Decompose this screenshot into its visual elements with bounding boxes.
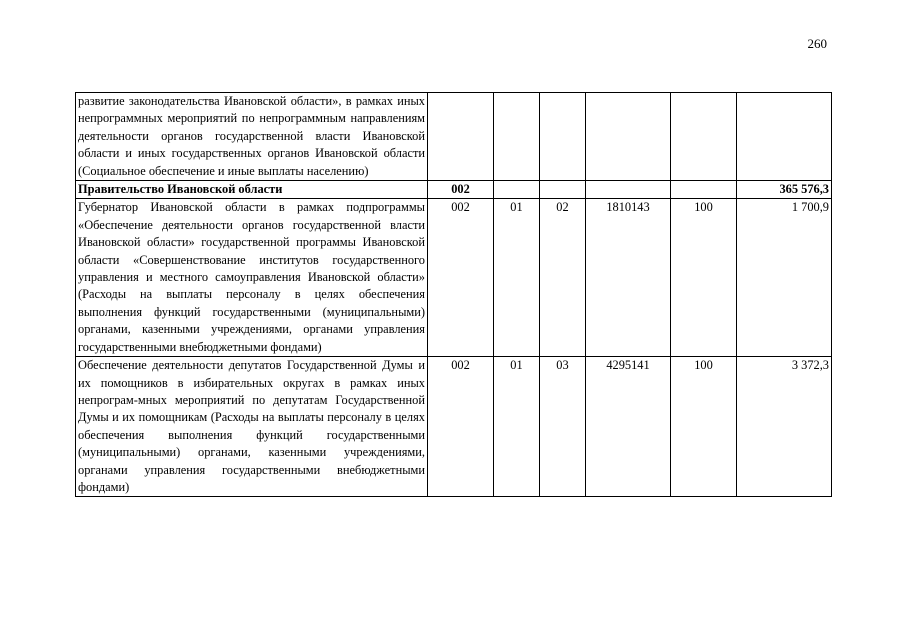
page-number: 260 xyxy=(807,36,827,51)
row-vr xyxy=(671,93,737,181)
row-csr: 1810143 xyxy=(586,199,671,357)
row-rz: 01 xyxy=(494,357,540,497)
budget-table xyxy=(75,92,832,497)
table-row xyxy=(76,199,832,357)
row-pr: 02 xyxy=(540,199,586,357)
row-csr xyxy=(586,181,671,199)
row-ved: 002 xyxy=(428,357,494,497)
row-rz xyxy=(494,181,540,199)
row-sum: 1 700,9 xyxy=(737,199,832,357)
row-name: Обеспечение деятельности депутатов Государственной Думы и их помощников в избирательных округах в рамках иных непрограм-мных мероприятий по депутатам Государственной Думы и их помощникам (Расходы на выплаты персоналу в целях обеспечения выполнения функций государственными (муниципальными) органами, казенными учреждениями, органами управления государственными внебюджетными фондами) xyxy=(76,357,428,497)
row-name: Правительство Ивановской области xyxy=(76,181,428,199)
row-csr xyxy=(586,93,671,181)
table-row xyxy=(76,181,832,199)
row-rz: 01 xyxy=(494,199,540,357)
table-row xyxy=(76,357,832,497)
row-pr: 03 xyxy=(540,357,586,497)
row-name: Губернатор Ивановской области в рамках подпрограммы «Обеспечение деятельности органов государственной власти Ивановской области» государственной программы Ивановской области «Совершенствование институтов государственного управления и местного самоуправления Ивановской области» (Расходы на выплаты персоналу в целях обеспечения выполнения функций государственными (муниципальными) органами, казенными учреждениями, органами управления государственными внебюджетными фондами) xyxy=(76,199,428,357)
row-name: развитие законодательства Ивановской области», в рамках иных непрограммных мероприятий по непрограммным направлениям деятельности органов государственной власти Ивановской области и иных государственных органов Ивановской области (Социальное обеспечение и иные выплаты населению) xyxy=(76,93,428,181)
row-csr: 4295141 xyxy=(586,357,671,497)
row-ved xyxy=(428,93,494,181)
row-pr xyxy=(540,93,586,181)
row-pr xyxy=(540,181,586,199)
row-ved: 002 xyxy=(428,181,494,199)
row-vr xyxy=(671,181,737,199)
row-sum xyxy=(737,93,832,181)
row-vr: 100 xyxy=(671,199,737,357)
row-ved: 002 xyxy=(428,199,494,357)
row-rz xyxy=(494,93,540,181)
table-row xyxy=(76,93,832,181)
row-vr: 100 xyxy=(671,357,737,497)
row-sum: 365 576,3 xyxy=(737,181,832,199)
row-sum: 3 372,3 xyxy=(737,357,832,497)
